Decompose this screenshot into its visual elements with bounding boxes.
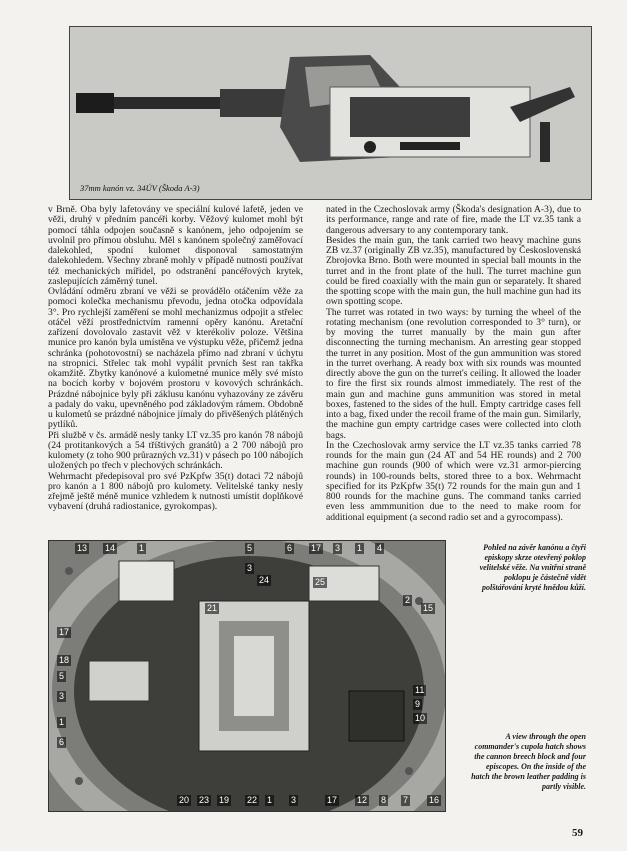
part-label: 14 [105,543,116,553]
part-label: 21 [207,603,218,613]
part-label: 1 [139,543,145,553]
part-label: 6 [59,737,65,747]
turret-interior-illustration [49,541,445,811]
czech-paragraph: v Brně. Oba byly lafetovány ve speciální kulové lafetě, jeden ve věži, druhý v předním pancéři korby. Věžový kulomet mohl být pomocí táhla odpojen současně s kanónem, jeho odpojením se uvolnil pro přímou obsluhu. Měl s kanónem společný zaměřovací dalekohled, spodní kulomet disponoval samostatným dalekohledem. Všechny zbraně mohly v případě nutnosti používat též mechanických mířidel, po odstranění pancéřových krytek, zaslepujících záměrný tunel. [48,204,303,287]
part-label: 11 [415,685,425,695]
part-label: 1 [267,795,273,805]
czech-text-column [48,205,303,513]
part-label: 19 [219,795,230,805]
part-label: 9 [415,699,421,709]
part-label: 10 [415,713,426,723]
part-label: 23 [199,795,210,805]
part-label: 16 [429,795,440,805]
part-label: 17 [327,795,338,805]
bottom-photo-caption-english: A view through the open commander's cupola hatch shows the cannon breech block and four episcopes. On the inside of the hatch the brown leather padding is partly visible. [471,732,586,791]
czech-paragraph: Při službě v čs. armádě nesly tanky LT vz.35 pro kanón 78 nábojů (24 protitankových a 54 tříštivých granátů) a 2 700 nábojů pro kulomety (z toho 900 průrazných vz.31) v pásech po 100 nábojích uložených po třech v plechových schránkách. [48,429,303,472]
part-label: 20 [179,795,190,805]
top-photo [69,26,592,200]
czech-paragraph: Ovládání odměru zbraní ve věži se provádělo otáčením věže za pomoci kolečka mechanismu převodu, jedna otočka odpovídala 3°. Pro rychlejší zaměření se mohl mechanizmus odpojit a střelec otáčel věží prostřednictvím ramenní opěry kanónu. Aretační zařízení dovolovalo zastavit věž v kterékoliv poloze. Většina munice pro kanón byla umístěna ve výstupku věže, přičemž jedna schránka (pohotovostní) se nacházela přímo nad zbraní v úchytu na stropnici. Střelec tak mohl vypálit prvních šest ran takřka okamžitě. Zbytky kanónové a kulometné munice měly své místo na bocích korby v bojovém prostoru v kovových schránkách. Prázdné nábojnice byly při záklusu kanónu vyhazovány ze závěru a padaly do vaku, upevněného pod základovým rámem. Obdobně u kulometů se prázdné nábojnice jímaly do přivěšených plátěných pytlíků. [48,286,303,431]
part-label: 24 [259,575,270,585]
english-paragraph: The turret was rotated in two ways: by turning the wheel of the rotating mechanism (one revolution corresponded to 3° turn), or by moving the turret manually by the main gun after disconnecting the turning mechanism. An arresting gear stopped the turret in any position. Most of the gun ammunition was stored in the turret overhang. A ready box with six rounds was mounted directly above the gun on the turret's ceiling. It allowed the loader to fire the first six rounds almost immediately. The rest of the main gun and machine guns ammunition was stored in metal boxes, fastened to the sides of the hull. Empty cartridge cases fell into a bag, fixed under the recoil frame of the main gun. Similarly, the machine gun empty cartridge cases were collected into cloth bags. [326,306,581,441]
part-label: 13 [77,543,88,553]
bottom-photo [48,540,446,812]
page-number: 59 [572,827,583,839]
part-label: 17 [311,543,322,553]
english-paragraph: Besides the main gun, the tank carried two heavy machine guns ZB vz.37 (originally ZB vz.35), manufactured by Československá Zbrojovka Brno. Both were mounted in special ball mounts in the turret and in the front plate of the hull. The turret machine gun could be fired coaxially with the main gun or separately. It shared the spotting scope with the main gun, the hull machine gun had its own spotting scope. [326,234,581,308]
part-label: 18 [59,655,70,665]
top-photo-caption: 37mm kanón vz. 34ÚV (Škoda A-3) [80,183,200,193]
part-label: 22 [247,795,258,805]
part-label: 3 [335,543,341,553]
part-label: 3 [247,563,253,573]
english-paragraph: nated in the Czechoslovak army (Škoda's designation A-3), due to its performance, range and rate of fire, made the LT vz.35 tank a dangerous adversary to any contemporary tank. [326,204,581,236]
part-label: 25 [315,577,326,587]
part-label: 15 [423,603,434,613]
part-label: 6 [287,543,293,553]
part-label: 5 [59,671,65,681]
part-label: 5 [247,543,253,553]
english-paragraph: In the Czechoslovak army service the LT vz.35 tanks carried 78 rounds for the main gun (24 AT and 54 HE rounds) and 2 700 machine gun rounds (900 of which were vz.31 armor-piercing rounds) in 100-rounds belts, stored three to a box. Wehrmacht specified for its PzKpfw 35(t) 72 rounds for the main gun and 1 800 rounds for the machine guns. The command tanks carried even less ammmunition due to the need to make room for additional equipment (a second radio set and a gyrocompass). [326,439,581,523]
english-text-column [326,205,581,523]
part-label: 7 [403,795,409,805]
czech-paragraph: Wehrmacht předepisoval pro své PzKpfw 35(t) dotaci 72 nábojů pro kanón a 1 800 nábojů pro kulomety. Velitelské tanky nesly zřejmě ještě méně munice vzhledem k nutnosti umístit doplňkové vybavení (druhá radiostanice, gyrokompas). [48,470,303,513]
part-label: 3 [291,795,297,805]
part-label: 1 [59,717,65,727]
part-label: 17 [59,627,70,637]
part-label: 12 [357,795,368,805]
part-label: 3 [59,691,65,701]
part-label: 1 [357,543,363,553]
part-label: 4 [377,543,383,553]
part-label: 8 [381,795,387,805]
part-label: 2 [405,595,411,605]
gun-illustration [70,27,591,199]
bottom-photo-caption-czech: Pohled na závěr kanónu a čtyři episkopy skrze otevřený poklop velitelské věže. Na vnitřní straně poklopu je částečně vidět polštářování kryté hnědou kůží. [479,543,586,592]
